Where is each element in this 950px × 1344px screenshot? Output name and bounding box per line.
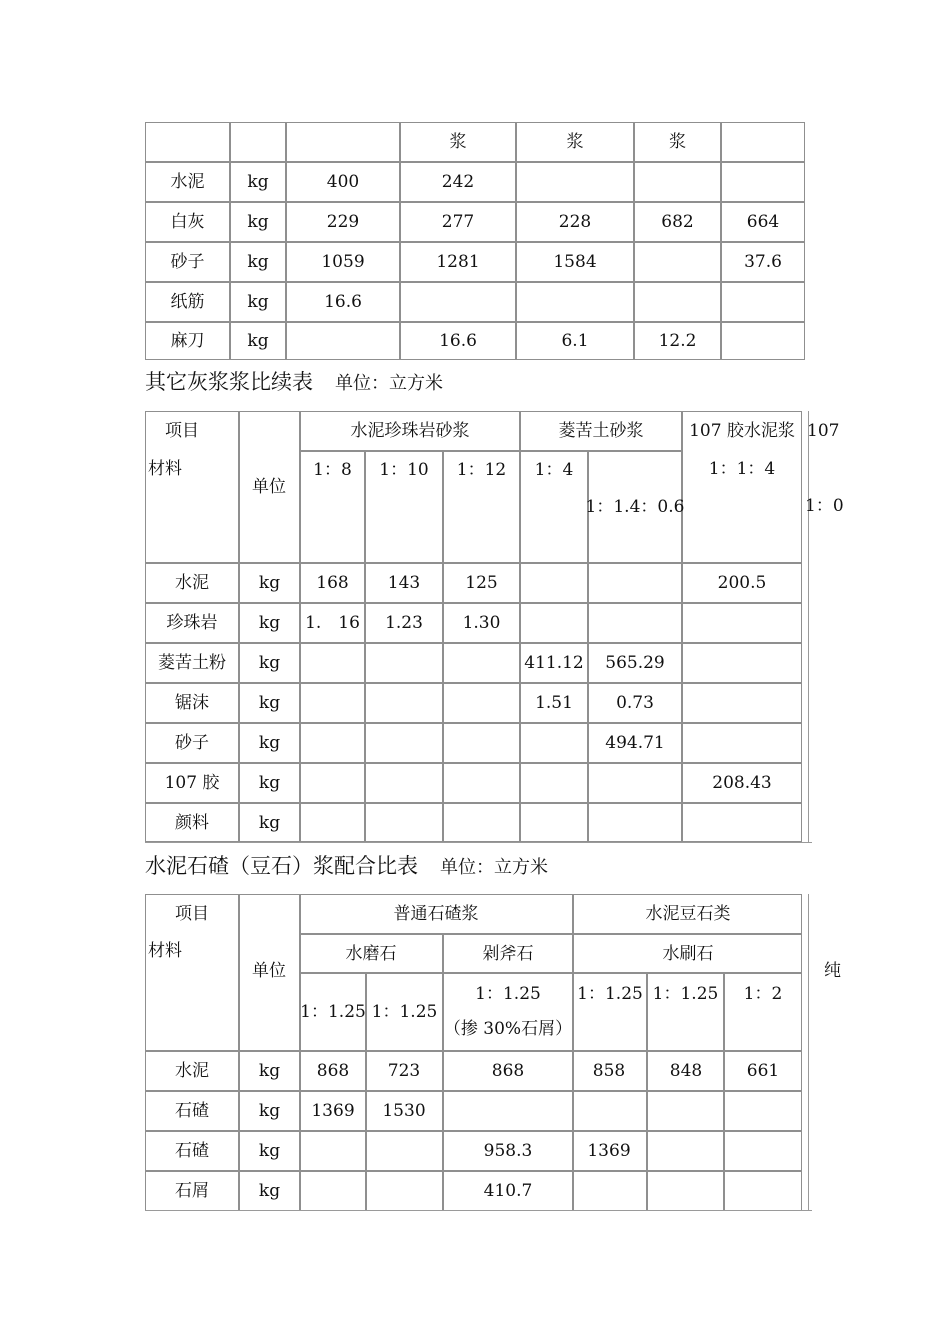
table1-cell (286, 322, 400, 360)
header-group: 水泥豆石类 (645, 904, 731, 924)
table2-cell (300, 643, 365, 683)
table2-cell (365, 683, 443, 723)
table3-cell (724, 1131, 802, 1171)
material-name: 水泥 (175, 573, 209, 593)
value-text: 229 (326, 212, 360, 232)
table2-bottom-border (145, 842, 812, 843)
header-group: 水泥珍珠岩砂浆 (350, 421, 470, 441)
table1-cell (145, 122, 230, 162)
table2-cell (520, 763, 588, 803)
table1-header-text: 浆 (669, 132, 686, 152)
value-text: 958.3 (483, 1141, 533, 1161)
value-text: 411.12 (524, 653, 584, 673)
table2-cell (588, 563, 682, 603)
unit-text: kg (247, 292, 269, 312)
table2-right-border (808, 411, 809, 842)
value-text: 664 (746, 212, 780, 232)
ratio-text: 1：1.4：0.6 (585, 497, 685, 517)
value-text: 494.71 (605, 733, 665, 753)
table2-cell (443, 763, 520, 803)
value-text: 277 (441, 212, 475, 232)
value-text: 143 (387, 573, 421, 593)
value-text: 661 (746, 1061, 780, 1081)
header-material: 材料 (148, 941, 182, 961)
value-text: 868 (491, 1061, 525, 1081)
value-text: 16.6 (439, 331, 477, 351)
material-name: 砂子 (170, 252, 205, 272)
ratio-text: 1：0 (805, 496, 844, 516)
value-text: 1369 (587, 1141, 631, 1161)
value-text: 12.2 (658, 331, 697, 351)
header-sub: 水磨石 (345, 944, 397, 964)
table1-cell (634, 242, 721, 282)
header-unit: 单位 (252, 477, 286, 497)
unit-text: kg (258, 573, 281, 593)
ratio-text: 1：1.25 (577, 984, 643, 1004)
material-name: 石碴 (175, 1101, 209, 1121)
table3-cell (647, 1091, 724, 1131)
header-unit: 单位 (252, 961, 286, 981)
unit-text: kg (247, 252, 269, 272)
table2-cell (300, 763, 365, 803)
value-text: 0.73 (616, 693, 654, 713)
value-text: 1281 (436, 252, 480, 272)
material-name: 麻刀 (170, 331, 205, 351)
table1-header-text: 浆 (449, 132, 467, 152)
table1-cell (516, 282, 634, 322)
ratio-text: 1：8 (313, 460, 352, 480)
ratio-text: 1：1.25 (475, 984, 541, 1004)
table2-cell (588, 763, 682, 803)
table2-cell (520, 563, 588, 603)
material-name: 水泥 (175, 1061, 209, 1081)
section3-title (145, 853, 548, 881)
value-text: 565.29 (605, 653, 665, 673)
table3-cell (647, 1131, 724, 1171)
table3-cell (573, 1171, 647, 1211)
table3-right-border (808, 894, 809, 1211)
value-text: 400 (326, 172, 360, 192)
value-text: 228 (558, 212, 592, 232)
section-title: 水泥石碴（豆石）浆配合比表 (145, 854, 418, 878)
table3-cell (366, 1171, 443, 1211)
value-text: 16.6 (324, 292, 362, 312)
unit-text: kg (247, 212, 269, 232)
ratio-text: 1：1.25 (300, 1002, 366, 1022)
ratio-text: 1：12 (456, 460, 507, 480)
material-name: 珍珠岩 (166, 613, 218, 633)
value-text: 868 (316, 1061, 350, 1081)
table2-cell (682, 603, 802, 643)
material-name: 石屑 (175, 1181, 209, 1201)
unit-text: kg (258, 773, 281, 793)
header-item: 项目 (165, 421, 199, 441)
unit-text: kg (258, 613, 281, 633)
table3-cell (724, 1171, 802, 1211)
ratio-text: 1：1：4 (708, 459, 776, 479)
unit-text: kg (258, 653, 281, 673)
ratio-text: 1：2 (743, 984, 783, 1004)
table3-bottom-border (145, 1210, 812, 1211)
table3-cell (443, 1091, 573, 1131)
table1-cell (634, 162, 721, 202)
value-text: 1584 (553, 252, 597, 272)
value-text: 1. 16 (305, 613, 360, 633)
table2-cell (300, 803, 365, 842)
ratio-text: （掺 30%石屑） (443, 1019, 573, 1039)
value-text: 723 (387, 1061, 421, 1081)
table3-cell (724, 1091, 802, 1131)
table2-cell (365, 723, 443, 763)
value-text: 858 (592, 1061, 626, 1081)
value-text: 168 (316, 573, 349, 593)
table2-cell (365, 643, 443, 683)
table2-cell (443, 803, 520, 842)
section-title: 其它灰浆浆比续表 (145, 370, 313, 394)
material-name: 水泥 (170, 172, 205, 192)
header-sub: 水刷石 (662, 944, 714, 964)
material-name: 锯沫 (175, 693, 209, 713)
unit-text: kg (258, 733, 281, 753)
table3-cell (366, 1131, 443, 1171)
ratio-text: 1：1.25 (652, 984, 719, 1004)
table2-cell (682, 683, 802, 723)
header-item: 项目 (175, 904, 209, 924)
table1-cell (286, 122, 400, 162)
header-group: 菱苦土砂浆 (558, 421, 644, 441)
material-name: 颜料 (175, 812, 209, 833)
material-name: 纸筋 (170, 292, 205, 312)
table1-header-text: 浆 (566, 132, 584, 152)
value-text: 242 (441, 172, 475, 192)
table1-cell (400, 282, 516, 322)
table1-cell (721, 322, 805, 360)
value-text: 37.6 (744, 252, 782, 272)
table2-cell (588, 803, 682, 842)
table3-cell (573, 1091, 647, 1131)
table2-cell (682, 803, 802, 842)
table2-cell (365, 803, 443, 842)
unit-text: kg (247, 331, 269, 351)
unit-text: kg (258, 812, 281, 833)
value-text: 848 (669, 1061, 703, 1081)
table2-cell (443, 643, 520, 683)
table3-cell (300, 1131, 366, 1171)
table2-cell (520, 603, 588, 643)
material-name: 白灰 (170, 212, 205, 232)
value-text: 208.43 (712, 773, 772, 793)
table1-cell (634, 282, 721, 322)
table2-cell (443, 683, 520, 723)
material-name: 菱苦土粉 (158, 653, 226, 673)
table1-cell (721, 122, 805, 162)
header-group: 107 (807, 421, 840, 441)
unit-label: 单位：立方米 (440, 857, 548, 878)
value-text: 1.30 (462, 613, 501, 633)
table1-cell (230, 122, 286, 162)
unit-text: kg (258, 693, 281, 713)
value-text: 682 (661, 212, 694, 232)
value-text: 125 (465, 573, 498, 593)
unit-text: kg (258, 1181, 281, 1201)
header-sub: 剁斧石 (482, 944, 534, 964)
table1-cell (721, 282, 805, 322)
value-text: 1.23 (385, 613, 423, 633)
value-text: 1530 (382, 1101, 426, 1121)
value-text: 410.7 (483, 1181, 533, 1201)
unit-text: kg (258, 1141, 281, 1161)
value-text: 1369 (311, 1101, 355, 1121)
value-text: 1059 (321, 252, 365, 272)
table2-cell (520, 723, 588, 763)
unit-text: kg (247, 172, 269, 192)
unit-text: kg (258, 1061, 281, 1081)
value-text: 1.51 (535, 693, 573, 713)
material-name: 石碴 (175, 1141, 209, 1161)
table2-cell (300, 683, 365, 723)
table2-cell (365, 763, 443, 803)
unit-text: kg (258, 1101, 281, 1121)
table3-cell (300, 1171, 366, 1211)
unit-label: 单位：立方米 (335, 373, 443, 394)
material-name: 107 胶 (164, 773, 220, 793)
ratio-text: 1：4 (534, 460, 574, 480)
table2-cell (300, 723, 365, 763)
table2-cell (588, 603, 682, 643)
material-name: 砂子 (175, 733, 209, 753)
section2-title (145, 369, 443, 397)
table2-cell (443, 723, 520, 763)
ratio-text: 1：1.25 (371, 1002, 438, 1022)
header-group: 普通石碴浆 (393, 904, 479, 924)
header-extra: 纯 (824, 961, 841, 981)
value-text: 200.5 (717, 573, 767, 593)
table1-cell (721, 162, 805, 202)
table1-cell (516, 162, 634, 202)
header-group: 107 胶水泥浆 (689, 421, 795, 441)
ratio-text: 1：10 (379, 460, 429, 480)
value-text: 6.1 (561, 331, 589, 351)
table2-cell (682, 643, 802, 683)
table2-cell (682, 723, 802, 763)
header-material: 材料 (148, 459, 182, 479)
table2-cell (520, 803, 588, 842)
table3-cell (647, 1171, 724, 1211)
